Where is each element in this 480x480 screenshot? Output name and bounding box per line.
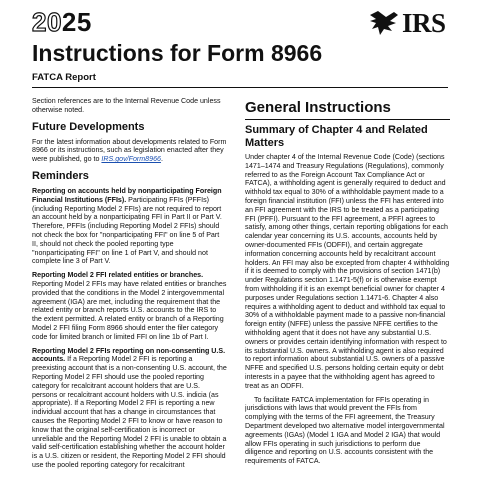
header-rule (32, 87, 448, 88)
reminder-nonparticipating (32, 187, 227, 266)
reminder-nonconsenting-lead: Reporting Model 2 FFIs reporting on non-consenting U.S. accounts. (32, 346, 226, 364)
future-text-start: For the latest information about developments related to Form 8966 or its instructions, such as legislation enacted after they were published, go to (32, 137, 227, 164)
reminder-nonparticipating-text: Participating FFIs (PFFIs) (including Reporting Model 2 FFIs) are not required to report an account held by a nonparticipating FFI in Part II or Part V. Therefore, PFFIs (including Reporting Model 2 FFIs) should not check the box for "nonparticipating FFI" on line 5 of Part II, should not check the pooled reporting type "nonparticipating FFI" on line 1 of Part V, and should not complete line 3 of Part V. (32, 195, 222, 266)
reminder-nonparticipating-lead: Reporting on accounts held by nonparticipating Foreign Financial Institutions (FFIs). (32, 186, 222, 204)
year-prefix: 20 (32, 7, 62, 37)
summary-heading: Summary of Chapter 4 and Related Matters (245, 124, 428, 149)
reminder-model2-related-lead: Reporting Model 2 FFI related entities or branches. (32, 271, 204, 280)
form8966-link[interactable]: IRS.gov/Form8966 (101, 155, 161, 164)
irs-wordmark: IRS (402, 8, 446, 38)
irs-logo (368, 8, 448, 38)
future-text-end: . (160, 155, 163, 164)
reminders-heading: Reminders (32, 169, 89, 182)
reminder-model2-related-text: Reporting Model 2 FFIs may have related entities or branches provided that the conditions in the Model 2 intergovernmental agreement (IGA) are met, including the requirement that the related entity or branch reports U.S. accounts to the IRS to the extent permitted. A related entity or branch of a Reporting Model 2 FFI filing Form 8966 should enter the filer category code for limited branch or limited FFI on line 1b of Part I. (32, 279, 227, 341)
summary-paragraph-2: To facilitate FATCA implementation for FFIs operating in jurisdictions with laws that would prevent the FFIs from complying with the terms of the FFI agreement, the Treasury Department developed two alternative model intergovernmental agreements (IGAs) (Model 1 IGA and Model 2 IGA) that would allow FFIs operating in such jurisdictions to perform due diligence and reporting on U.S. accounts consistent with the requirements of FATCA. (245, 395, 445, 466)
intro-text: Section references are to the Internal Revenue Code unless otherwise noted. (32, 97, 221, 114)
form-year (32, 8, 92, 36)
general-instructions-heading: General Instructions (245, 99, 450, 120)
year-suffix: 25 (61, 7, 92, 37)
page-subtitle: FATCA Report (32, 72, 96, 83)
reminder-nonconsenting (32, 347, 227, 470)
page-title: Instructions for Form 8966 (32, 40, 323, 66)
left-column (32, 97, 227, 480)
future-developments-heading: Future Developments (32, 120, 145, 133)
right-column (245, 97, 450, 480)
future-developments-text (32, 138, 227, 164)
reminder-nonconsenting-text: If a Reporting Model 2 FFI is reporting a preexisting account that is a non-consenting U.S. account, the Reporting Model 2 FFI should use the pooled reporting category for recalcitrant account holders that are U.S. persons or recalcitrant account holders with U.S. indicia (as appropriate). If a Reporting Model 2 FFI is reporting a new individual account that has a change in circumstances that causes the Reporting Model 2 FFI to know or have reason to know that the original self-certification is incorrect or unreliable and the Reporting Model 2 FFI is unable to obtain a valid self-certification establishing whether the account holder is a U.S. citizen or resident, the Reporting Model 2 FFI should use the pooled reporting category for recalcitrant (32, 355, 227, 469)
summary-paragraph-1: Under chapter 4 of the Internal Revenue Code (Code) (sections 1471–1474 and Treasury Regulations (Regulations), commonly referred to as the Foreign Account Tax Compliance Act or FATCA), a withholding agent is generally required to deduct and withhold tax equal to 30% of a withholdable payment made to a foreign financial institution (FFI) unless the FFI has entered into an FFI agreement with the IRS to be treated as a participating FFI (PFFI). Pursuant to the FFI agreement, a PFFI agrees to satisfy, among other things, certain reporting obligations for each calendar year concerning its U.S. accounts, accounts held by owner-documented FFIs (ODFFI), and certain aggregate information concerning accounts held by recalcitrant account holders. An FFI may also be excepted from chapter 4 withholding if it is deemed to comply with the provisions of section 1471(b) under Regulations section 1.1471-5(f) or is otherwise exempt from withholding if it is an exempt beneficial owner for chapter 4 purposes under Regulations section 1.1471-6. Chapter 4 also requires a withholding agent to deduct and withhold tax equal to 30% of a withholdable payment made to a passive non-financial foreign entity (NFFE) unless the passive NFFE certifies to the withholding agent that it does not have any substantial U.S. owners or provides certain identifying information with respect to its substantial U.S. owners. A withholding agent is also required to report information about substantial U.S. owners of a passive NFFE and specified U.S. persons holding certain equity or debt interests in a payee that the withholding agent has agreed to treat as an ODFFI. (245, 153, 450, 390)
eagle-icon (368, 9, 400, 37)
reminder-model2-related (32, 271, 227, 341)
